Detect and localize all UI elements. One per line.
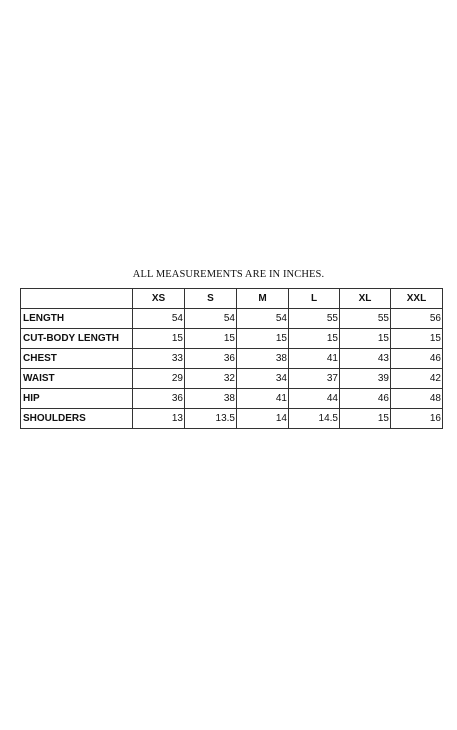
table-cell: 34 — [237, 369, 289, 389]
table-cell: 38 — [237, 349, 289, 369]
table-cell: 46 — [391, 349, 443, 369]
table-cell: 15 — [289, 329, 340, 349]
table-cell: 29 — [133, 369, 185, 389]
size-header-l: L — [289, 289, 340, 309]
row-label-waist: WAIST — [21, 369, 133, 389]
table-cell: 46 — [340, 389, 391, 409]
table-cell: 44 — [289, 389, 340, 409]
table-header-row — [21, 289, 443, 309]
table-cell: 41 — [289, 349, 340, 369]
table-cell: 48 — [391, 389, 443, 409]
table-cell: 14.5 — [289, 409, 340, 429]
row-label-cut-body-length: CUT-BODY LENGTH — [21, 329, 133, 349]
table-row-cut-body-length — [21, 329, 443, 349]
size-header-xs: XS — [133, 289, 185, 309]
table-row-waist — [21, 369, 443, 389]
table-cell: 15 — [185, 329, 237, 349]
table-cell: 14 — [237, 409, 289, 429]
table-cell: 56 — [391, 309, 443, 329]
measurements-caption: ALL MEASUREMENTS ARE IN INCHES. — [132, 269, 325, 280]
table-cell: 36 — [185, 349, 237, 369]
table-cell: 13 — [133, 409, 185, 429]
table-cell: 15 — [340, 409, 391, 429]
table-cell: 36 — [133, 389, 185, 409]
table-cell: 32 — [185, 369, 237, 389]
table-cell: 43 — [340, 349, 391, 369]
table-row-hip — [21, 389, 443, 409]
table-cell: 54 — [237, 309, 289, 329]
table-cell: 55 — [289, 309, 340, 329]
table-cell: 33 — [133, 349, 185, 369]
header-corner-cell — [21, 289, 133, 309]
table-cell: 42 — [391, 369, 443, 389]
table-row-chest — [21, 349, 443, 369]
table-cell: 15 — [237, 329, 289, 349]
table-cell: 15 — [391, 329, 443, 349]
table-cell: 13.5 — [185, 409, 237, 429]
table-cell: 39 — [340, 369, 391, 389]
table-row-shoulders — [21, 409, 443, 429]
table-cell: 38 — [185, 389, 237, 409]
table-cell: 15 — [340, 329, 391, 349]
size-header-xl: XL — [340, 289, 391, 309]
table-row-length — [21, 309, 443, 329]
size-chart-table — [20, 288, 443, 429]
table-cell: 15 — [133, 329, 185, 349]
table-cell: 37 — [289, 369, 340, 389]
row-label-shoulders: SHOULDERS — [21, 409, 133, 429]
size-header-s: S — [185, 289, 237, 309]
table-cell: 41 — [237, 389, 289, 409]
table-cell: 55 — [340, 309, 391, 329]
table-cell: 54 — [185, 309, 237, 329]
table-cell: 54 — [133, 309, 185, 329]
row-label-chest: CHEST — [21, 349, 133, 369]
row-label-length: LENGTH — [21, 309, 133, 329]
size-header-xxl: XXL — [391, 289, 443, 309]
row-label-hip: HIP — [21, 389, 133, 409]
table-cell: 16 — [391, 409, 443, 429]
size-header-m: M — [237, 289, 289, 309]
